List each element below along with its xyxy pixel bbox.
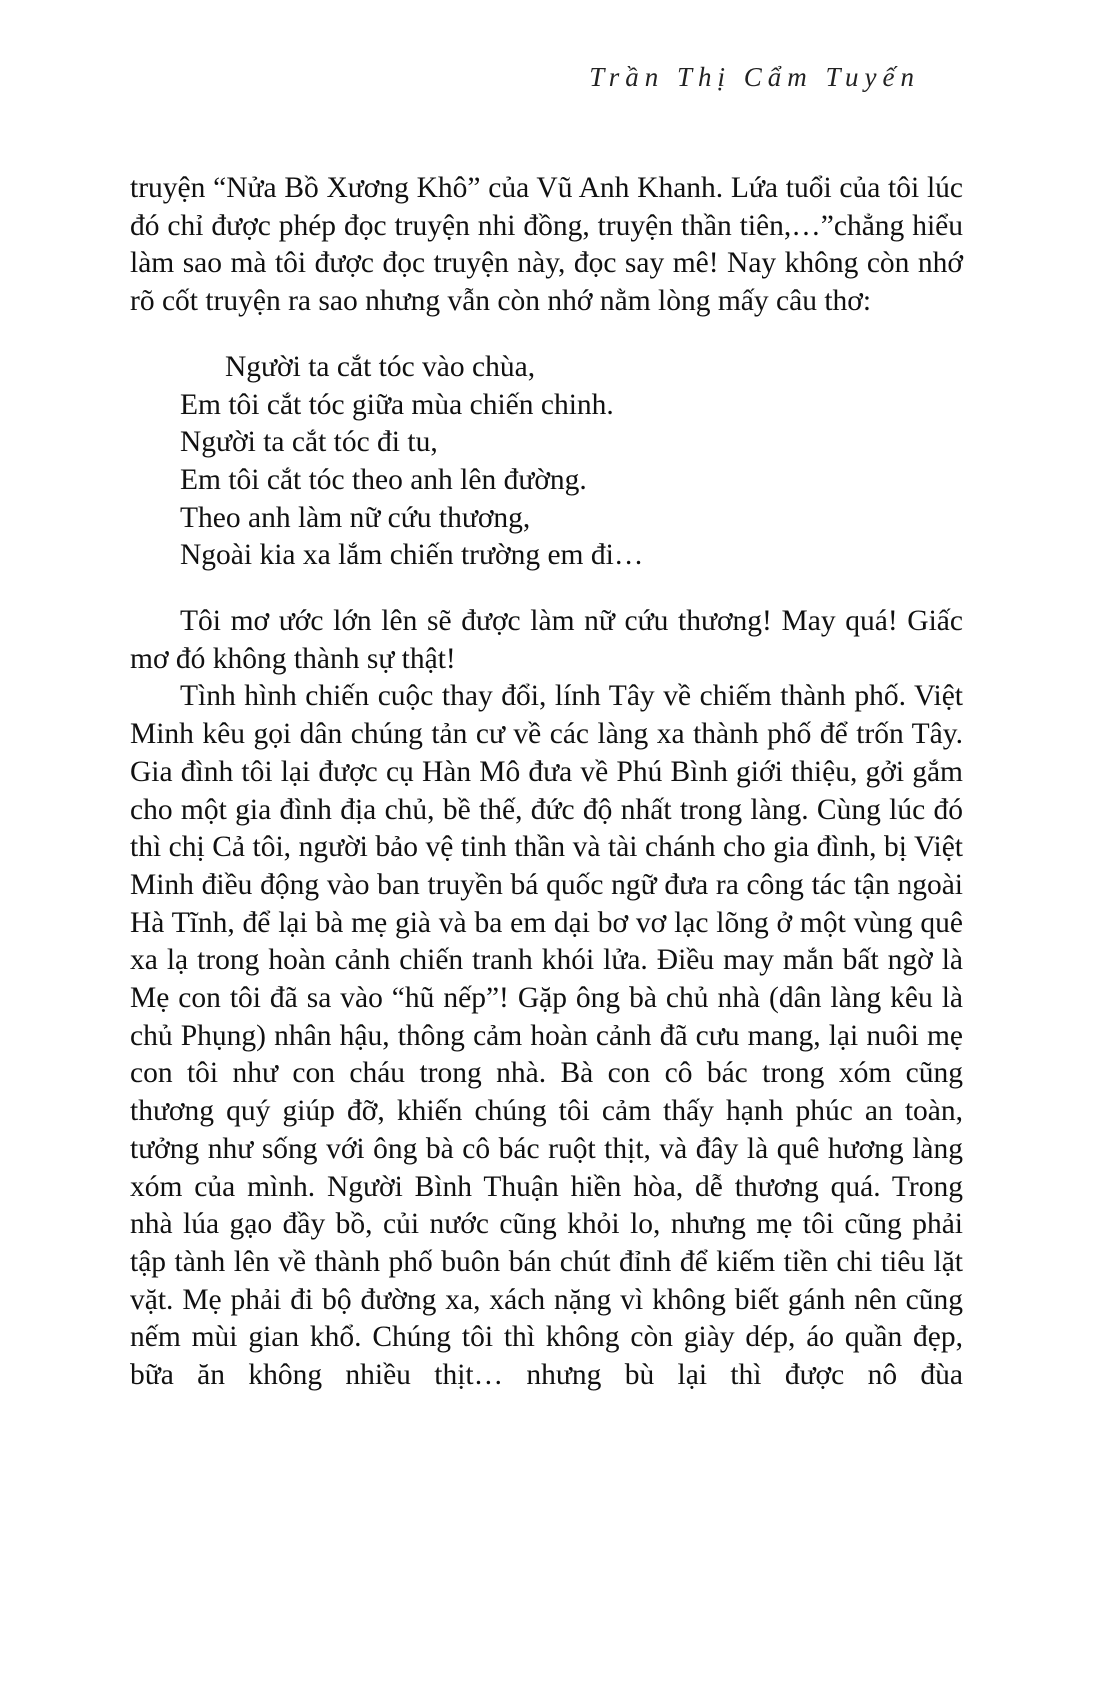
paragraph-evacuation: Tình hình chiến cuộc thay đổi, lính Tây về chiếm thành phố. Việt Minh kêu gọi dân chúng tản cư về các làng xa thành phố để trốn Tây. Gia đình tôi lại được cụ Hàn Mô đưa về Phú Bình giới thiệu, gởi gắm cho một gia đình địa chủ, bề thế, đức độ nhất trong làng. Cùng lúc đó thì chị Cả tôi, người bảo vệ tinh thần và tài chánh cho gia đình, bị Việt Minh điều động vào ban truyền bá quốc ngữ đưa ra công tác tận ngoài Hà Tĩnh, để lại bà mẹ già và ba em dại bơ vơ lạc lõng ở một vùng quê xa lạ trong hoàn cảnh chiến tranh khói lửa. Điều may mắn bất ngờ là Mẹ con tôi đã sa vào “hũ nếp”! Gặp ông bà chủ nhà (dân làng kêu là chủ Phụng) nhân hậu, thông cảm hoàn cảnh đã cưu mang, lại nuôi mẹ con tôi như con cháu trong nhà. Bà con cô bác trong xóm cũng thương quý giúp đỡ, khiến chúng tôi cảm thấy hạnh phúc an toàn, tưởng như sống với ông bà cô bác ruột thịt, và đây là quê hương làng xóm của mình. Người Bình Thuận hiền hòa, dễ thương quá. Trong nhà lúa gạo đầy bồ, củi nước cũng khỏi lo, nhưng mẹ tôi cũng phải tập tành lên về thành phố buôn bán chút đỉnh để kiếm tiền chi tiêu lặt vặt. Mẹ phải đi bộ đường xa, xách nặng vì không biết gánh nên cũng nếm mùi gian khổ. Chúng tôi thì không còn giày dép, áo quần đẹp, bữa ăn không nhiều thịt… nhưng bù lại thì được nô đùa [130,680,963,1392]
poem-line-6: Ngoài kia xa lắm chiến trường em đi… [180,539,644,572]
poem-line-3: Người ta cắt tóc đi tu, [180,426,438,459]
poem-block [130,349,963,575]
running-head-author: Trần Thị Cẩm Tuyến [589,62,920,92]
poem-line-2: Em tôi cắt tóc giữa mùa chiến chinh. [180,388,614,421]
poem-line-4: Em tôi cắt tóc theo anh lên đường. [180,463,587,496]
paragraph-continued: truyện “Nửa Bồ Xương Khô” của Vũ Anh Khanh. Lứa tuổi của tôi lúc đó chỉ được phép đọc truyện nhi đồng, truyện thần tiên,…”chẳng hiểu làm sao mà tôi được đọc truyện này, đọc say mê! Nay không còn nhớ rõ cốt truyện ra sao nhưng vẫn còn nhớ nằm lòng mấy câu thơ: [130,172,963,318]
poem-line-5: Theo anh làm nữ cứu thương, [180,501,531,534]
poem-line-1: Người ta cắt tóc vào chùa, [225,350,536,383]
body-text [130,170,963,1395]
paragraph-dream: Tôi mơ ước lớn lên sẽ được làm nữ cứu thương! May quá! Giấc mơ đó không thành sự thật! [130,605,963,675]
